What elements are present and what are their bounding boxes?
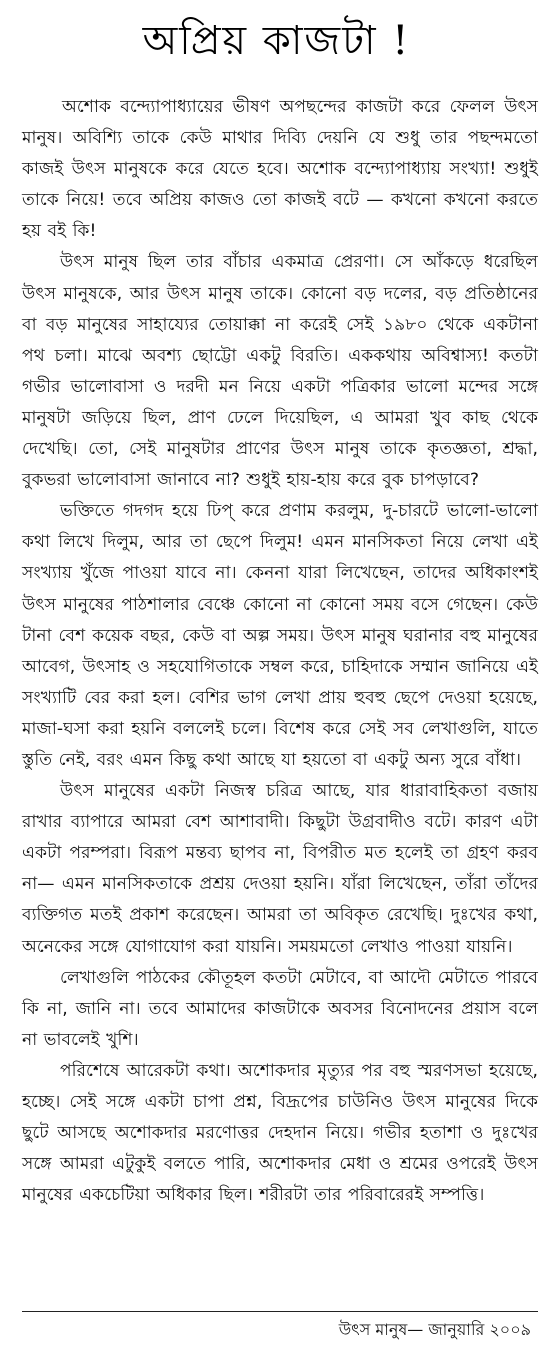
- article-body: [22, 92, 538, 1211]
- paragraph: অশোক বন্দ্যোপাধ্যায়ের ভীষণ অপছন্দের কাজটা করে ফেলল উৎস মানুষ। অবিশ্যি তাকে কেউ মাথার দিব্যি দেয়নি যে শুধু তার পছন্দমতো কাজই উৎস মানুষকে করে যেতে হবে। অশোক বন্দ্যোপাধ্যায় সংখ্যা! শুধুই তাকে নিয়ে! তবে অপ্রিয় কাজও তো কাজই বটে — কখনো কখনো করতে হয় বই কি!: [22, 97, 538, 242]
- paragraph: উৎস মানুষের একটা নিজস্ব চরিত্র আছে, যার ধারাবাহিকতা বজায় রাখার ব্যাপারে আমরা বেশ আশাবাদী। কিছুটা উগ্রবাদীও বটে। কারণ এটা একটা পরম্পরা। বিরূপ মন্তব্য ছাপব না, বিপরীত মত হলেই তা গ্রহণ করব না— এমন মানসিকতাকে প্রশ্রয় দেওয়া হয়নি। যাঁরা লিখেছেন, তাঁরা তাঁদের ব্যক্তিগত মতই প্রকাশ করেছেন। আমরা তা অবিকৃত রেখেছি। দুঃখের কথা, অনেকের সঙ্গে যোগাযোগ করা যায়নি। সময়মতো লেখাও পাওয়া যায়নি।: [22, 781, 538, 957]
- paragraph: ভক্তিতে গদগদ হয়ে ঢিপ্ করে প্রণাম করলুম, দু-চারটে ভালো-ভালো কথা লিখে দিলুম, আর তা ছেপে দিলুম! এমন মানসিকতা নিয়ে লেখা এই সংখ্যায় খুঁজে পাওয়া যাবে না। কেননা যারা লিখেছেন, তাদের অধিকাংশই উৎস মানুষের পাঠশালার বেঞ্চে কোনো না কোনো সময় বসে গেছেন। কেউ টানা বেশ কয়েক বছর, কেউ বা অল্প সময়। উৎস মানুষ ঘরানার বহু মানুষের আবেগ, উৎসাহ ও সহযোগিতাকে সম্বল করে, চাহিদাকে সম্মান জানিয়ে এই সংখ্যাটি বের করা হল। বেশির ভাগ লেখা প্রায় হুবহু ছেপে দেওয়া হয়েছে, মাজা-ঘসা করা হয়নি বললেই চলে। বিশেষ করে সেই সব লেখাগুলি, যাতে স্তুতি নেই, বরং এমন কিছু কথা আছে যা হয়তো বা একটু অন্য সুরে বাঁধা।: [22, 501, 538, 770]
- paragraph: লেখাগুলি পাঠকের কৌতূহল কতটা মেটাবে, বা আদৌ মেটাতে পারবে কি না, জানি না। তবে আমাদের কাজটাকে অবসর বিনোদনের প্রয়াস বলে না ভাবলেই খুশি।: [22, 967, 538, 1050]
- paragraph: উৎস মানুষ ছিল তার বাঁচার একমাত্র প্রেরণা। সে আঁকড়ে ধরেছিল উৎস মানুষকে, আর উৎস মানুষ তাকে। কোনো বড় দলের, বড় প্রতিষ্ঠানের বা বড় মানুষের সাহায্যের তোয়াক্কা না করেই সেই ১৯৮০ থেকে একটানা পথ চলা। মাঝে অবশ্য ছোট্টো একটু বিরতি। এককথায় অবিশ্বাস্য! কতটা গভীর ভালোবাসা ও দরদী মন নিয়ে একটা পত্রিকার ভালো মন্দের সঙ্গে মানুষটা জড়িয়ে ছিল, প্রাণ ঢেলে দিয়েছিল, এ আমরা খুব কাছ থেকে দেখেছি। তো, সেই মানুষটার প্রাণের উৎস মানুষ তাকে কৃতজ্ঞতা, শ্রদ্ধা, বুকভরা ভালোবাসা জানাবে না? শুধুই হায়-হায় করে বুক চাপড়াবে?: [22, 252, 538, 491]
- footer-source: উৎস মানুষ— জানুয়ারি ২০০৯: [338, 1320, 531, 1339]
- article-title: অপ্রিয় কাজটা !: [142, 18, 411, 64]
- footer-divider: [22, 1311, 538, 1312]
- paragraph: পরিশেষে আরেকটা কথা। অশোকদার মৃত্যুর পর বহু স্মরণসভা হয়েছে, হচ্ছে। সেই সঙ্গে একটা চাপা প্রশ্ন, বিদ্রূপের চাউনিও উৎস মানুষের দিকে ছুটে আসছে অশোকদার মরণোত্তর দেহদান নিয়ে। গভীর হতাশা ও দুঃখের সঙ্গে আমরা এটুকুই বলতে পারি, অশোকদার মেধা ও শ্রমের ওপরেই উৎস মানুষের একচেটিয়া অধিকার ছিল। শরীরটা তার পরিবারেরই সম্পত্তি।: [22, 1060, 538, 1206]
